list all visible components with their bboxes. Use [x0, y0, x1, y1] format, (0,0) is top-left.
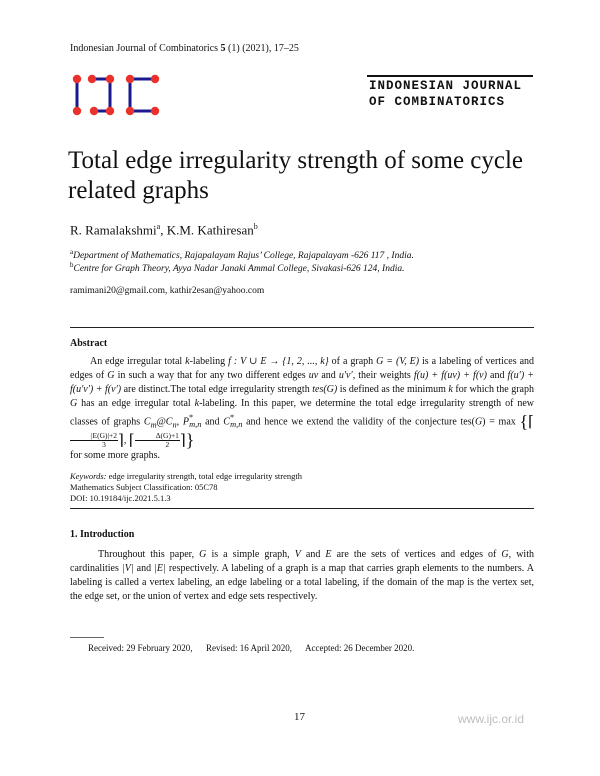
doi-line: DOI: 10.19184/ijc.2021.5.1.3	[70, 493, 171, 503]
section-heading-introduction: 1. Introduction	[70, 529, 135, 540]
logo-node	[90, 107, 98, 115]
affiliation-text: Centre for Graph Theory, Ayya Nadar Janaki Ammal College, Sivakasi-626 124, India.	[73, 264, 405, 275]
keywords-label: Keywords:	[70, 471, 107, 481]
logo-lines	[77, 79, 155, 111]
logo-node	[106, 107, 114, 115]
keywords-line	[70, 471, 302, 482]
author-emails: ramimani20@gmail.com, kathir2esan@yahoo.com	[70, 286, 265, 296]
journal-running-header	[70, 43, 299, 54]
logo-node	[106, 75, 114, 83]
submission-dates: Received: 29 February 2020, Revised: 16 April 2020, Accepted: 26 December 2020.	[88, 643, 415, 653]
logo-node	[151, 75, 159, 83]
affiliation-mark: a	[70, 248, 74, 256]
logo-node	[73, 75, 81, 83]
author-separator: ,	[160, 222, 167, 238]
abstract-heading: Abstract	[70, 338, 108, 349]
introduction-body	[70, 548, 534, 604]
introduction-paragraph: Throughout this paper, G is a simple graph, V and E are the sets of vertices and edges of G, with cardinalities |V| and |E| respectively. A labeling of a graph is a map that carries graph elements to the numbers. A labeling is called a vertex labeling, an edge labeling or a total labeling, if the domain of the map is the vertex set, the edge set, or the union of vertex and edge sets respectively.	[70, 549, 534, 602]
footnote-rule	[70, 637, 104, 638]
journal-website[interactable]: www.ijc.or.id	[458, 712, 525, 726]
fraction-degree: $\frac{\Delta(G)+1}{2}$	[135, 432, 180, 449]
affiliation-mark: a	[156, 222, 161, 231]
ijc-logo	[72, 74, 162, 116]
abstract-body	[70, 355, 534, 463]
msc-line: Mathematics Subject Classification: 05C78	[70, 482, 218, 492]
author-list	[70, 222, 258, 238]
abstract-bottom-rule	[70, 508, 534, 509]
affiliation-mark: b	[70, 261, 74, 269]
journal-issue-pages: (1) (2021), 17–25	[225, 43, 299, 54]
journal-brand	[367, 75, 533, 111]
logo-node	[88, 75, 96, 83]
fraction-edges: $\frac{|E(G)|+2}{3}$	[70, 432, 118, 449]
brand-line-2: OF COMBINATORICS	[369, 95, 506, 109]
brand-line-1: INDONESIAN JOURNAL	[369, 79, 523, 93]
abstract-continuation: for some more graphs.	[70, 450, 160, 462]
affiliation-b	[70, 261, 404, 274]
journal-name: Indonesian Journal of Combinatorics	[70, 43, 221, 54]
affiliation-mark: b	[253, 222, 258, 231]
journal-volume: 5	[220, 43, 226, 54]
logo-node	[126, 75, 134, 83]
abstract-paragraph: An edge irregular total k-labeling f : V ∪ E → {1, 2, ..., k} of a graph G = (V, E) is a labeling of vertices and edges of G in such a way that for any two different edges uv and u′v′, their weights f(u) + f(uv) + f(v) and f(u′) + f(u′v′) + f(v′) are distinct.The total edge irregularity strength tes(G) is defined as the minimum k for which the graph G has an edge irregular total k-labeling. In this paper, we determine the total edge irregularity strength of new classes of graphs $C_m@C_n$, $P^*_{m,n}$ and $C^*_{m,n}$ and hence we extend the validity of the conjecture tes(G) = max {⌈ $\frac{|E(G)|+2}{3}$ ⌉, ⌈ $\frac{\Delta(G)+1}{2}$ ⌉}	[70, 356, 535, 451]
brand-top-rule	[367, 75, 533, 77]
author-name: K.M. Kathiresan	[166, 222, 254, 238]
abstract-top-rule	[70, 327, 534, 328]
author-name: R. Ramalakshmi	[70, 222, 157, 238]
logo-node	[73, 107, 81, 115]
keywords-text: edge irregularity strength, total edge irregularity strength	[106, 471, 302, 481]
logo-node	[151, 107, 159, 115]
affiliation-a	[70, 248, 414, 261]
affiliation-text: Department of Mathematics, Rajapalayam Rajus’ College, Rajapalayam -626 117 , India.	[73, 251, 414, 262]
page-number: 17	[294, 711, 305, 723]
keywords-block	[70, 471, 302, 504]
paper-title: Total edge irregularity strength of some cycle related graphs	[68, 147, 524, 204]
logo-nodes	[73, 75, 159, 115]
logo-node	[126, 107, 134, 115]
